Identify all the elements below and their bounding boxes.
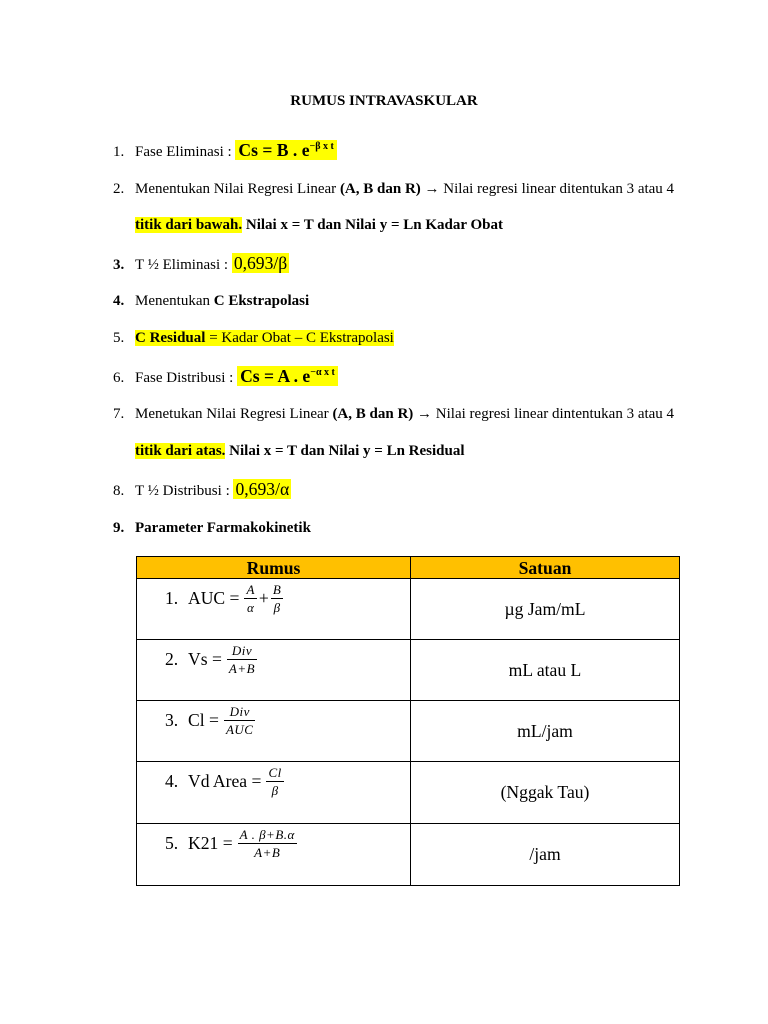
- list-number: 1.: [113, 144, 125, 160]
- list-item-bold-text: Nilai x = T dan Nilai y = Ln Kadar Obat: [245, 217, 504, 233]
- fraction-numerator: Cl: [268, 764, 282, 780]
- fraction-denominator: α: [247, 599, 255, 615]
- satuan-cell: mL/jam: [411, 701, 680, 762]
- header-satuan: Satuan: [411, 557, 680, 579]
- list-item-text: = Kadar Obat – C Ekstrapolasi: [209, 330, 394, 346]
- list-item-1: [113, 138, 337, 162]
- fraction: [227, 643, 257, 676]
- formula-name: Vs =: [188, 648, 222, 669]
- table-row: [137, 824, 680, 886]
- list-item-3: [113, 251, 289, 275]
- plus-operator: +: [258, 587, 269, 608]
- table-row: [137, 762, 680, 824]
- fraction-denominator: β: [271, 782, 279, 798]
- rumus-cell: [137, 640, 411, 701]
- fraction: [224, 704, 256, 737]
- list-item-7-continuation: [135, 439, 465, 463]
- formula-exponent: −α x t: [310, 367, 335, 378]
- rumus-cell: [137, 824, 411, 886]
- list-item-label: T ½ Eliminasi :: [135, 257, 229, 273]
- formula-name: Vd Area =: [188, 770, 262, 791]
- fraction: [238, 827, 297, 860]
- fraction-denominator: β: [273, 599, 281, 615]
- satuan-cell: (Nggak Tau): [411, 762, 680, 824]
- row-number: 4.: [165, 770, 179, 791]
- list-item-6: [113, 364, 338, 388]
- section-heading: Parameter Farmakokinetik: [135, 520, 311, 536]
- row-number: 2.: [165, 648, 179, 669]
- list-item-bold-text: Nilai x = T dan Nilai y = Ln Residual: [229, 443, 465, 459]
- fraction-numerator: Div: [229, 703, 250, 719]
- list-number: 7.: [113, 406, 125, 422]
- rumus-cell: [137, 579, 411, 640]
- list-item-bold-text: C Ekstrapolasi: [213, 293, 310, 309]
- rumus-cell: [137, 701, 411, 762]
- list-item-text: Menentukan: [135, 293, 210, 309]
- formula-name: K21 =: [188, 832, 233, 853]
- highlighted-text: titik dari bawah.: [135, 217, 243, 233]
- formula-name: AUC =: [188, 587, 240, 608]
- row-number: 1.: [165, 587, 179, 608]
- list-item-9: [113, 516, 311, 540]
- list-item-text: Nilai regresi linear dintentukan 3 atau 4: [435, 406, 675, 422]
- list-item-5: [113, 326, 394, 350]
- list-number: 8.: [113, 483, 125, 499]
- row-number: 3.: [165, 709, 179, 730]
- list-item-text: Menentukan Nilai Regresi Linear: [135, 181, 337, 197]
- list-item-8: [113, 477, 291, 501]
- page-title: RUMUS INTRAVASKULAR: [290, 93, 478, 109]
- list-number: 2.: [113, 181, 125, 197]
- formula-name: Cl =: [188, 709, 219, 730]
- list-item-bold-text: C Residual: [135, 330, 206, 346]
- list-item-text: Nilai regresi linear ditentukan 3 atau 4: [443, 181, 675, 197]
- list-item-bold-text: (A, B dan R): [332, 406, 414, 422]
- c-residual-definition: [135, 330, 394, 346]
- list-item-label: Fase Eliminasi :: [135, 144, 232, 160]
- formula-exponent: −β x t: [309, 141, 334, 152]
- satuan-cell: /jam: [411, 824, 680, 886]
- header-rumus: Rumus: [137, 557, 411, 579]
- fraction-denominator: A+B: [254, 844, 281, 860]
- arrow-right-icon: →: [424, 181, 440, 197]
- fraction: [266, 765, 283, 798]
- satuan-cell: mL atau L: [411, 640, 680, 701]
- formula-base: Cs = A . e: [240, 366, 311, 386]
- list-item-bold-text: (A, B dan R): [339, 181, 421, 197]
- list-item-text: Menetukan Nilai Regresi Linear: [135, 406, 329, 422]
- fraction-numerator: Div: [231, 642, 253, 658]
- half-life-distribution-value: 0,693/α: [235, 479, 290, 499]
- list-item-2: [113, 177, 674, 201]
- formula-base: Cs = B . e: [238, 140, 310, 160]
- list-item-label: Fase Distribusi :: [135, 370, 234, 386]
- fraction-denominator: A+B: [228, 660, 256, 676]
- list-number: 5.: [113, 330, 125, 346]
- distribution-phase-formula: [237, 366, 338, 386]
- fraction-numerator: A . β+B.α: [239, 826, 295, 842]
- fraction-denominator: AUC: [225, 721, 254, 737]
- list-number: 9.: [113, 520, 125, 536]
- table-row: [137, 579, 680, 640]
- row-number: 5.: [165, 832, 179, 853]
- rumus-cell: [137, 762, 411, 824]
- table-header-row: [137, 557, 680, 579]
- formula-auc: [165, 579, 410, 617]
- fraction: [271, 582, 283, 615]
- table-row: [137, 701, 680, 762]
- formula-cl: [165, 701, 410, 739]
- list-number: 6.: [113, 370, 125, 386]
- arrow-right-icon: →: [417, 406, 433, 422]
- fraction-numerator: B: [272, 581, 282, 597]
- formula-vs: [165, 640, 410, 678]
- list-item-2-continuation: [135, 213, 503, 237]
- list-item-7: [113, 402, 674, 426]
- list-item-label: T ½ Distribusi :: [135, 483, 230, 499]
- highlighted-text: titik dari atas.: [135, 443, 226, 459]
- formula-vd-area: [165, 762, 410, 800]
- pharmacokinetic-parameter-table: [136, 556, 680, 886]
- half-life-elimination-value: 0,693/β: [233, 253, 288, 273]
- list-number: 3.: [113, 257, 125, 273]
- table-row: [137, 640, 680, 701]
- fraction: [244, 582, 256, 615]
- formula-k21: [165, 824, 410, 862]
- fraction-numerator: A: [246, 581, 255, 597]
- list-item-4: [113, 289, 309, 313]
- elimination-phase-formula: [235, 140, 336, 160]
- satuan-cell: µg Jam/mL: [411, 579, 680, 640]
- list-number: 4.: [113, 293, 125, 309]
